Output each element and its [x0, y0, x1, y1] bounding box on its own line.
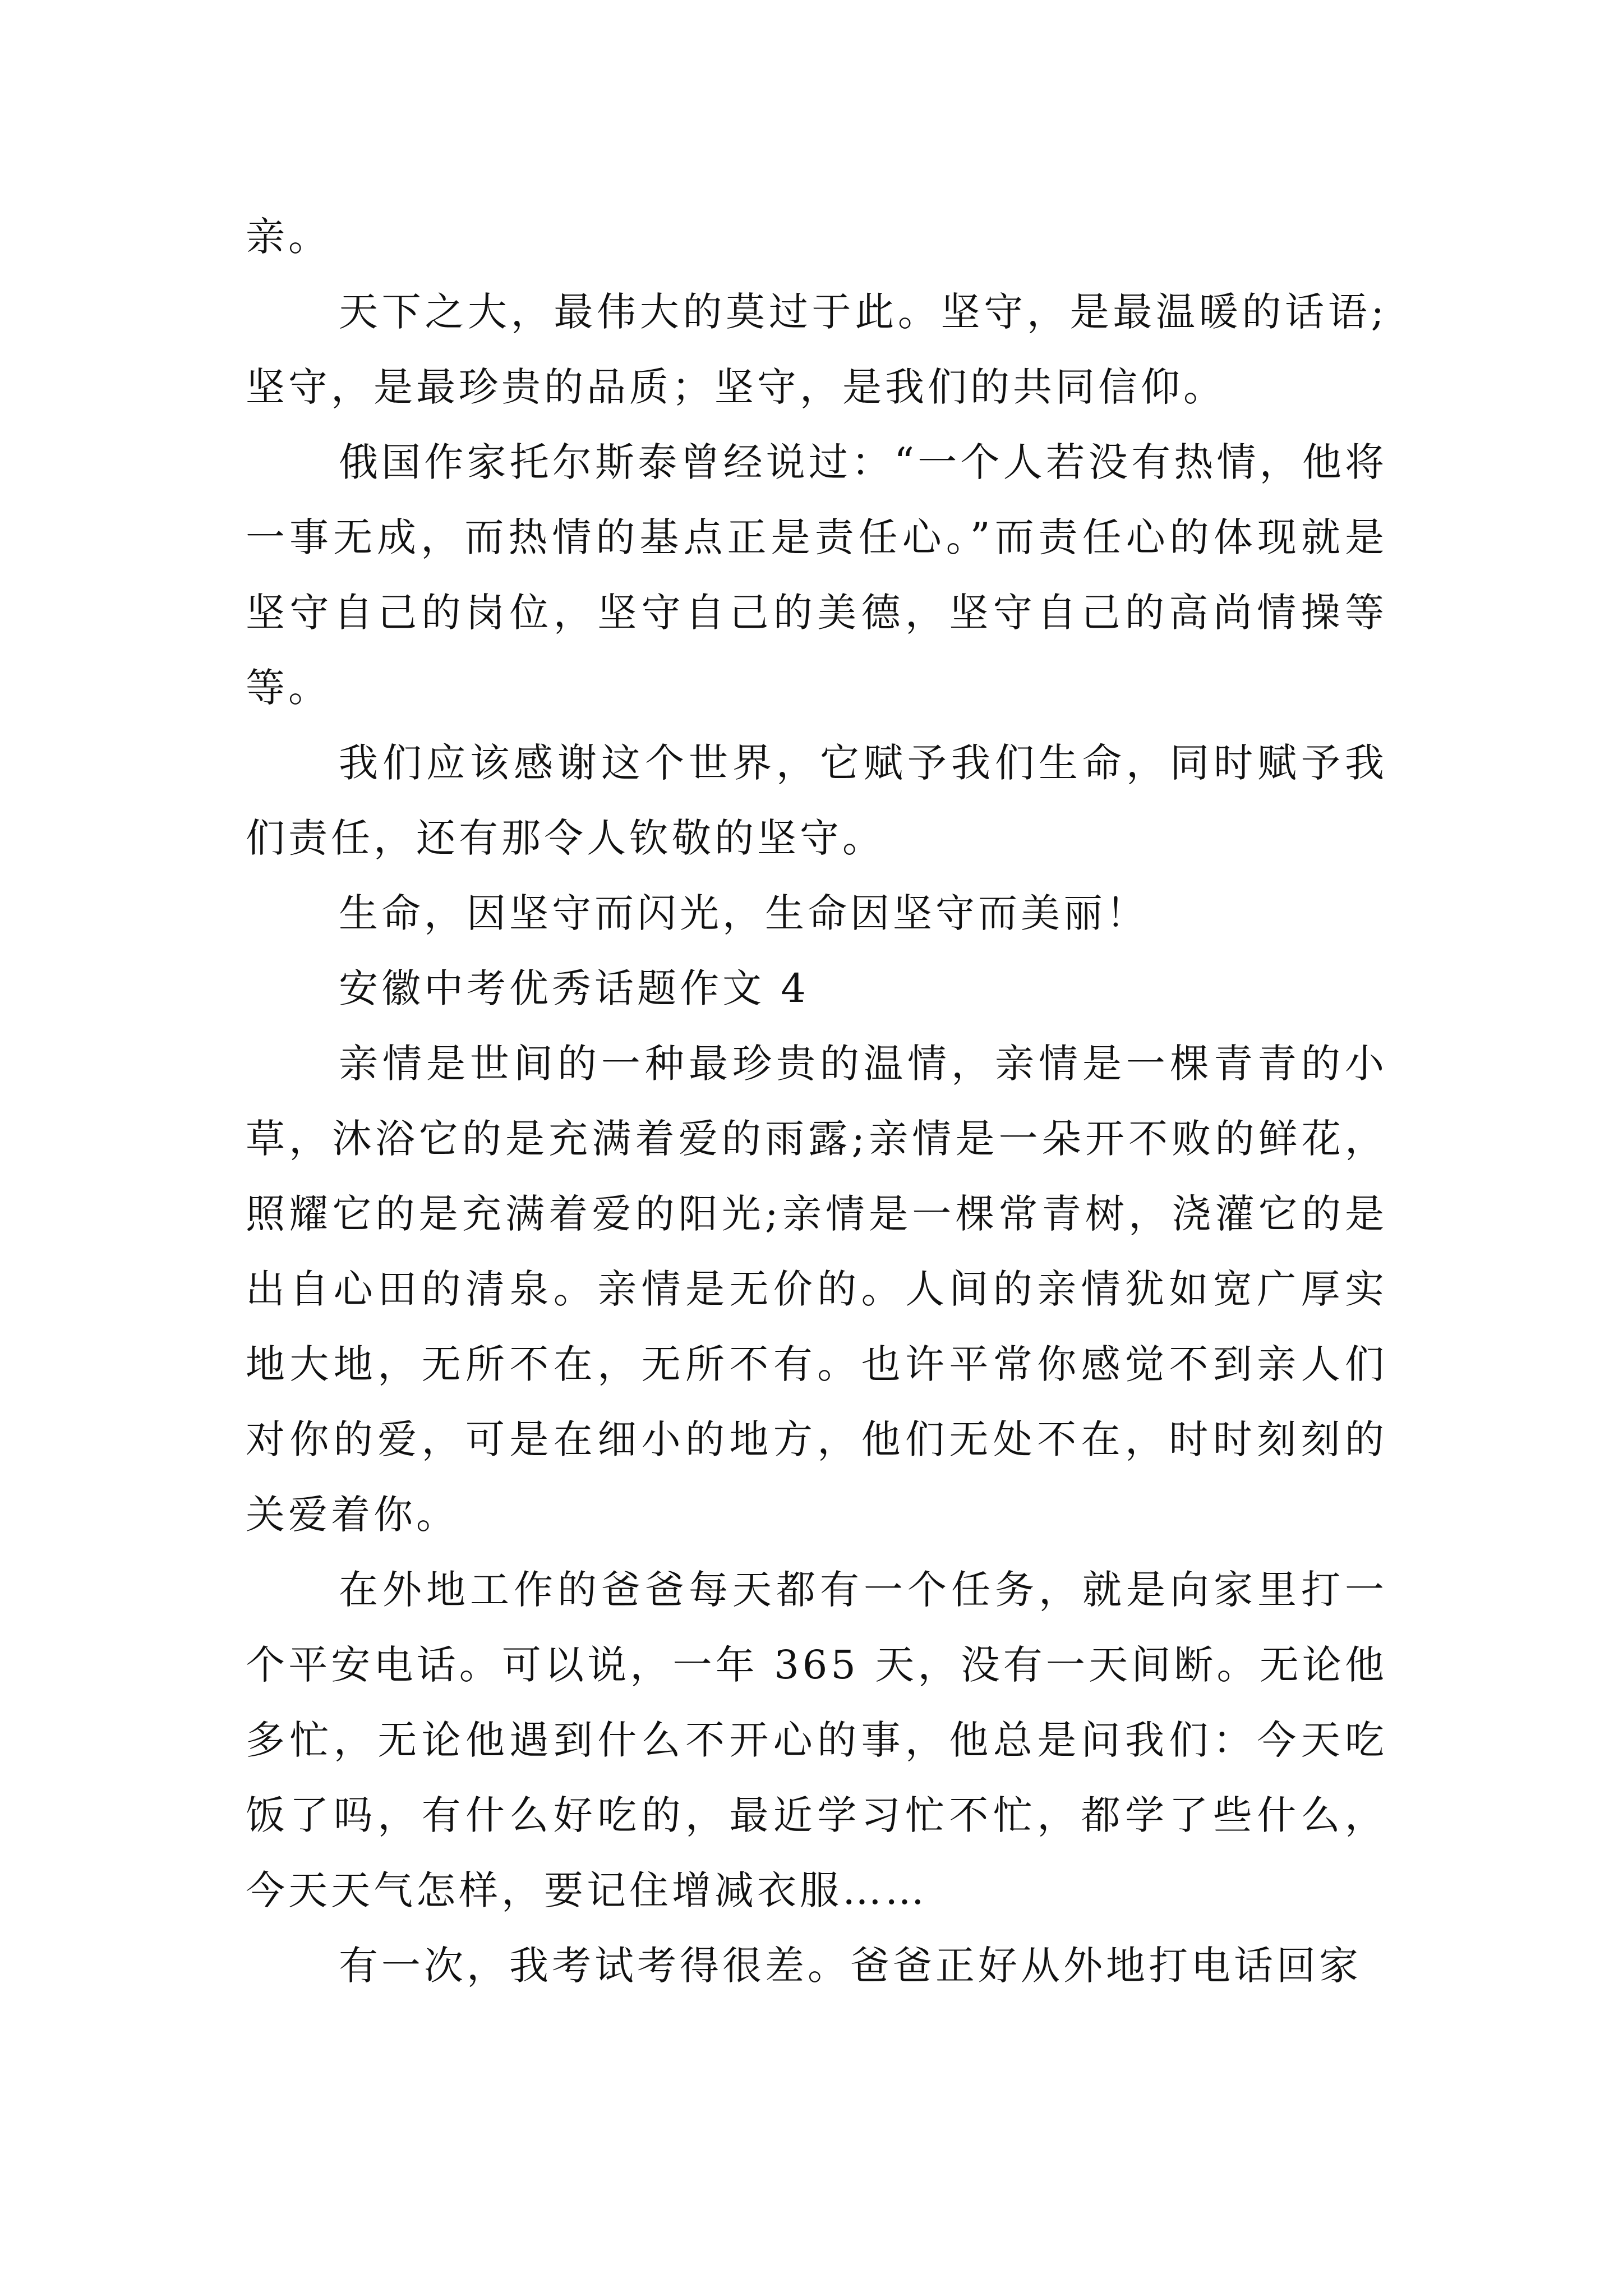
paragraph: 亲。 — [246, 214, 331, 260]
paragraph: 生命，因坚守而闪光，生命因坚守而美丽！ — [339, 890, 1149, 936]
paragraph: 天下之大，最伟大的莫过于此。坚守，是最温暖的话语;坚守，是最珍贵的品质；坚守，是我们的共同信仰。 — [246, 289, 1387, 410]
paragraph: 我们应该感谢这个世界，它赋予我们生命，同时赋予我们责任，还有那令人钦敬的坚守。 — [246, 740, 1387, 861]
paragraph: 俄国作家托尔斯泰曾经说过：“一个人若没有热情，他将一事无成，而热情的基点正是责任心。”而责任心的体现就是坚守自己的岗位，坚守自己的美德，坚守自己的高尚情操等等。 — [246, 439, 1387, 711]
paragraph: 在外地工作的爸爸每天都有一个任务，就是向家里打一个平安电话。可以说，一年 365 天，没有一天间断。无论他多忙，无论他遇到什么不开心的事，他总是问我们：今天吃饭了吗，有什么好吃的，最近学习忙不忙，都学了些什么，今天天气怎样，要记住增减衣服…… — [246, 1567, 1387, 1913]
document-body — [246, 199, 1387, 2003]
paragraph: 亲情是世间的一种最珍贵的温情，亲情是一棵青青的小草，沐浴它的是充满着爱的雨露;亲情是一朵开不败的鲜花，照耀它的是充满着爱的阳光;亲情是一棵常青树，浇灌它的是出自心田的清泉。亲情是无价的。人间的亲情犹如宽广厚实地大地，无所不在，无所不有。也许平常你感觉不到亲人们对你的爱，可是在细小的地方，他们无处不在，时时刻刻的关爱着你。 — [246, 1041, 1387, 1538]
paragraph: 有一次，我考试考得很差。爸爸正好从外地打电话回家 — [339, 1943, 1362, 1989]
section-heading: 安徽中考优秀话题作文 4 — [339, 965, 809, 1011]
